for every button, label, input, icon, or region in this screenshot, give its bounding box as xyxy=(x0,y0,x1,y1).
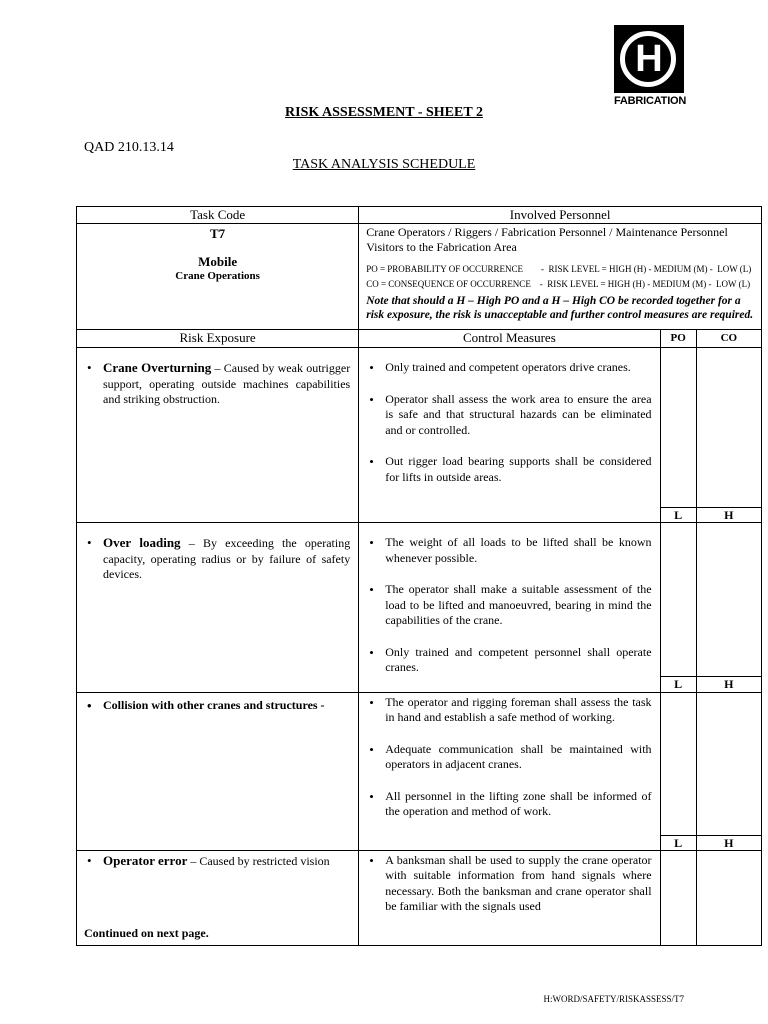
co-rating-space xyxy=(696,692,761,835)
control-measures-cell xyxy=(359,348,660,523)
co-definition: CO = CONSEQUENCE OF OCCURRENCE - RISK LEVEL = HIGH (H) - MEDIUM (M) - LOW (L) xyxy=(366,279,751,289)
risk-exposure-cell xyxy=(77,523,359,693)
co-rating-space xyxy=(696,850,761,945)
document-title: RISK ASSESSMENT - SHEET 2 xyxy=(285,105,483,120)
risk-exposure-header: Risk Exposure xyxy=(77,330,359,348)
po-rating-space xyxy=(660,523,696,677)
control-measure: • Out rigger load bearing supports shall be considered for lifts in outside areas. xyxy=(385,454,651,485)
risk-title: • Collision with other cranes and structures - xyxy=(103,697,350,714)
co-rating-space xyxy=(696,523,761,677)
po-rating: L xyxy=(660,676,696,692)
risk-exposure-item xyxy=(103,535,350,583)
company-logo xyxy=(614,25,687,107)
po-rating: L xyxy=(660,508,696,523)
personnel-line-2: Visitors to the Fabrication Area xyxy=(366,240,517,254)
control-measure: • Adequate communication shall be maintained with operators in adjacent cranes. xyxy=(385,742,651,773)
risk-assessment-table xyxy=(76,206,762,946)
control-measures-cell xyxy=(359,850,660,945)
control-measure: • Only trained and competent personnel shall operate cranes. xyxy=(385,645,651,676)
risk-exposure-cell xyxy=(77,348,359,523)
task-code-header: Task Code xyxy=(77,207,359,224)
control-measure: • All personnel in the lifting zone shall be informed of the operation and method of work. xyxy=(385,789,651,820)
logo-mark xyxy=(614,25,684,93)
task-code: T7 xyxy=(210,226,226,241)
co-rating: H xyxy=(696,676,761,692)
po-rating-space xyxy=(660,348,696,508)
control-measure: • The weight of all loads to be lifted shall be known whenever possible. xyxy=(385,535,651,566)
po-rating-space xyxy=(660,692,696,835)
risk-note: Note that should a H – High PO and a H – High CO be recorded together for a risk exposure, the risk is unacceptable and further control measures are required. xyxy=(366,295,754,321)
control-measure: • A banksman shall be used to supply the crane operator with suitable information from hand signals where necessary. Both the banksman and crane operator shall be familiar with the signals used xyxy=(385,853,651,915)
logo-letter: H xyxy=(635,38,663,80)
control-measures-cell xyxy=(359,692,660,850)
logo-text: FABRICATION xyxy=(614,95,687,107)
risk-exposure-item xyxy=(103,853,350,870)
control-measures-cell xyxy=(359,523,660,693)
co-header: CO xyxy=(696,330,761,348)
risk-title: Operator error xyxy=(103,852,188,868)
task-name-mobile: Mobile xyxy=(198,254,238,269)
co-rating-space xyxy=(696,348,761,508)
risk-exposure-cell xyxy=(77,850,359,945)
file-path-footer: H:WORD/SAFETY/RISKASSESS/T7 xyxy=(543,994,684,1004)
document-subtitle: TASK ANALYSIS SCHEDULE xyxy=(292,157,476,172)
risk-exposure-item xyxy=(103,360,350,408)
document-reference: QAD 210.13.14 xyxy=(84,140,174,155)
risk-description: – By exceeding the operating capacity, operating radius or by failure of safety devices. xyxy=(103,536,351,581)
risk-title: Over loading xyxy=(103,535,181,550)
continued-note: Continued on next page. xyxy=(84,925,209,940)
po-rating: L xyxy=(660,835,696,850)
personnel-line-1: Crane Operators / Riggers / Fabrication Personnel / Maintenance Personnel xyxy=(366,225,728,239)
control-measure: • Only trained and competent operators drive cranes. xyxy=(385,360,651,376)
task-name-crane-operations: Crane Operations xyxy=(175,270,260,282)
control-measure: • The operator shall make a suitable assessment of the load to be lifted and manoeuvred, bearing in mind the capabilities of the crane. xyxy=(385,582,651,629)
control-measure: • The operator and rigging foreman shall assess the task in hand and establish a safe method of working. xyxy=(385,695,651,726)
po-header: PO xyxy=(660,330,696,348)
co-rating: H xyxy=(696,508,761,523)
task-code-cell xyxy=(77,224,359,330)
control-measure: • Operator shall assess the work area to ensure the area is safe and that structural hazards can be eliminated and or controlled. xyxy=(385,392,651,439)
involved-personnel-header: Involved Personnel xyxy=(359,207,762,224)
risk-description: – Caused by weak outrigger support, operating outside machines capabilities and striking obstruction. xyxy=(103,361,351,406)
involved-personnel-cell xyxy=(359,224,762,330)
po-rating-space xyxy=(660,850,696,945)
risk-title: Crane Overturning xyxy=(103,360,212,375)
control-measures-header: Control Measures xyxy=(359,330,660,348)
risk-exposure-cell xyxy=(77,692,359,850)
risk-description: – Caused by restricted vision xyxy=(187,853,330,868)
co-rating: H xyxy=(696,835,761,850)
po-definition: PO = PROBABILITY OF OCCURRENCE - RISK LEVEL = HIGH (H) - MEDIUM (M) - LOW (L) xyxy=(366,264,752,274)
